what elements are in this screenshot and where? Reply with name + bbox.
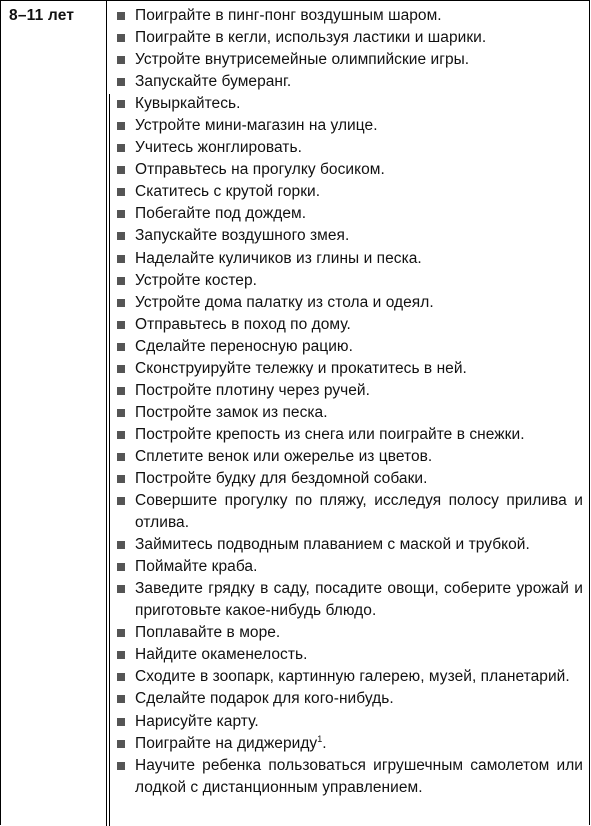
list-item-text: Поиграйте в кегли, используя ластики и шарики. — [135, 29, 487, 47]
list-item — [117, 137, 583, 159]
list-item — [117, 314, 583, 336]
list-item — [117, 534, 583, 556]
list-item — [117, 424, 583, 446]
list-item — [117, 622, 583, 644]
square-bullet-icon — [117, 255, 125, 263]
square-bullet-icon — [117, 100, 125, 108]
list-item-text: Устройте дома палатку из стола и одеял. — [135, 293, 434, 311]
list-item — [117, 181, 583, 203]
square-bullet-icon — [117, 431, 125, 439]
list-item-text: Сделайте подарок для кого-нибудь. — [135, 690, 394, 708]
square-bullet-icon — [117, 210, 125, 218]
square-bullet-icon — [117, 188, 125, 196]
square-bullet-icon — [117, 277, 125, 285]
list-item — [117, 71, 583, 93]
list-item-text: Поиграйте в пинг-понг воздушным шаром. — [135, 7, 442, 24]
list-item — [117, 402, 583, 424]
list-item-text: Скатитесь с крутой горки. — [135, 183, 321, 201]
list-item-text: Сделайте переносную рацию. — [135, 337, 353, 355]
square-bullet-icon — [117, 651, 125, 659]
list-item — [117, 5, 583, 27]
age-group-label: 8–11 лет — [9, 7, 75, 24]
square-bullet-icon — [117, 365, 125, 373]
square-bullet-icon — [117, 629, 125, 637]
column-divider — [106, 1, 107, 826]
list-item-text: Постройте крепость из снега или поиграйте в снежки. — [135, 425, 525, 443]
list-item — [117, 292, 583, 314]
list-item — [117, 755, 583, 799]
list-item-text: Заведите грядку в саду, посадите овощи, соберите урожай и приготовьте какое-нибудь блюдо. — [135, 580, 583, 620]
list-item — [117, 115, 583, 137]
list-item-text: Сходите в зоопарк, картинную галерею, музей, планетарий. — [135, 668, 570, 686]
square-bullet-icon — [117, 78, 125, 86]
list-item-text: Займитесь подводным плаванием с маской и трубкой. — [135, 536, 530, 554]
list-item-text: Поплавайте в море. — [135, 624, 281, 642]
column-divider-inner — [109, 94, 110, 826]
list-item — [117, 358, 583, 380]
list-item — [117, 666, 583, 688]
square-bullet-icon — [117, 762, 125, 770]
square-bullet-icon — [117, 563, 125, 571]
square-bullet-icon — [117, 12, 125, 20]
list-item-text: Сконструируйте тележку и прокатитесь в ней. — [135, 359, 467, 377]
list-item-text: Отправьтесь в поход по дому. — [135, 315, 351, 333]
list-item — [117, 203, 583, 225]
square-bullet-icon — [117, 718, 125, 726]
square-bullet-icon — [117, 144, 125, 152]
list-item — [117, 644, 583, 666]
square-bullet-icon — [117, 585, 125, 593]
square-bullet-icon — [117, 321, 125, 329]
square-bullet-icon — [117, 56, 125, 64]
list-item-text: Кувыркайтесь. — [135, 95, 241, 113]
list-item — [117, 248, 583, 270]
square-bullet-icon — [117, 122, 125, 130]
list-item — [117, 93, 583, 115]
list-item-text: Поймайте краба. — [135, 558, 258, 576]
list-item-text: Нарисуйте карту. — [135, 712, 259, 730]
activity-list — [117, 5, 583, 799]
list-item-text: Найдите окаменелость. — [135, 646, 308, 664]
square-bullet-icon — [117, 343, 125, 351]
list-item-text: Совершите прогулку по пляжу, исследуя полосу прилива и отлива. — [135, 492, 583, 532]
list-item — [117, 468, 583, 490]
list-item — [117, 336, 583, 358]
list-item — [117, 556, 583, 578]
list-item-text: Побегайте под дождем. — [135, 205, 307, 223]
list-item — [117, 490, 583, 534]
list-item-text: Учитесь жонглировать. — [135, 139, 302, 157]
list-item-text: Отправьтесь на прогулку босиком. — [135, 161, 385, 179]
list-item — [117, 446, 583, 468]
list-item — [117, 27, 583, 49]
square-bullet-icon — [117, 409, 125, 417]
square-bullet-icon — [117, 475, 125, 483]
square-bullet-icon — [117, 453, 125, 461]
list-item-tail: . — [322, 734, 327, 752]
list-item-text: Устройте мини-магазин на улице. — [135, 117, 378, 135]
list-item — [117, 578, 583, 622]
square-bullet-icon — [117, 497, 125, 505]
list-item-text: Постройте замок из песка. — [135, 403, 328, 421]
list-item-text: Поиграйте на диджериду — [135, 734, 318, 752]
footnote-marker: 1 — [317, 733, 323, 744]
list-item-text: Сплетите венок или ожерелье из цветов. — [135, 447, 433, 465]
list-item — [117, 270, 583, 292]
list-item-text: Наделайте куличиков из глины и песка. — [135, 249, 422, 267]
list-item — [117, 225, 583, 247]
list-item-text: Постройте будку для бездомной собаки. — [135, 469, 428, 487]
list-item-text: Научите ребенка пользоваться игрушечным самолетом или лодкой с дистанционным управлением. — [135, 756, 583, 796]
square-bullet-icon — [117, 166, 125, 174]
list-item-text: Устройте внутрисемейные олимпийские игры. — [135, 51, 470, 69]
square-bullet-icon — [117, 387, 125, 395]
square-bullet-icon — [117, 740, 125, 748]
square-bullet-icon — [117, 673, 125, 681]
list-item — [117, 380, 583, 402]
square-bullet-icon — [117, 541, 125, 549]
square-bullet-icon — [117, 695, 125, 703]
list-item — [117, 159, 583, 181]
list-item — [117, 49, 583, 71]
list-item-text: Устройте костер. — [135, 271, 258, 289]
list-item-text: Запускайте бумеранг. — [135, 73, 292, 91]
list-item-text: Запускайте воздушного змея. — [135, 227, 350, 245]
list-item — [117, 711, 583, 733]
list-item — [117, 688, 583, 710]
list-item — [117, 733, 583, 755]
square-bullet-icon — [117, 34, 125, 42]
square-bullet-icon — [117, 232, 125, 240]
list-item-text: Постройте плотину через ручей. — [135, 381, 370, 399]
square-bullet-icon — [117, 299, 125, 307]
